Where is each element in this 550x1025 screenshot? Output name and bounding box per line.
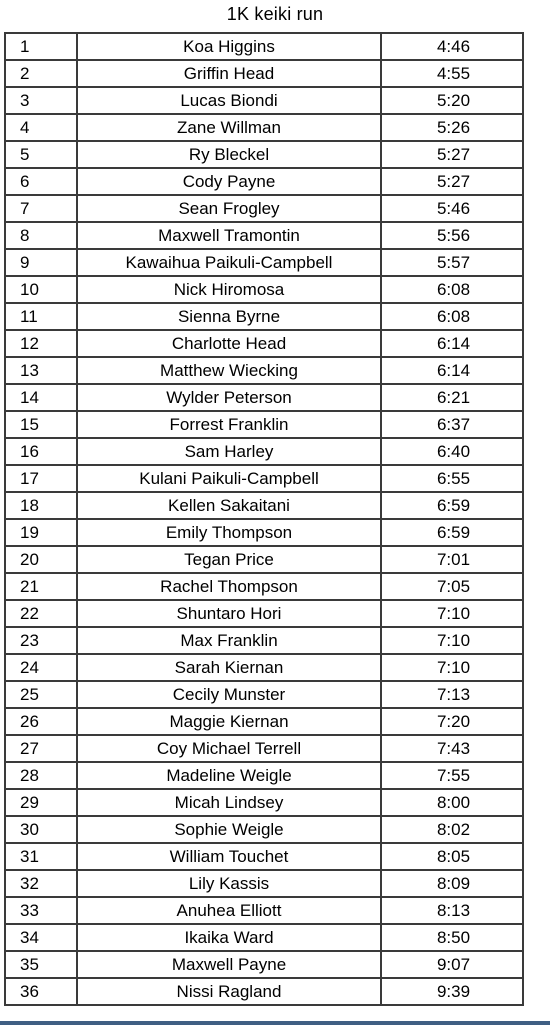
- finish-time-cell: 5:27: [381, 168, 523, 195]
- runner-name-cell: Maxwell Tramontin: [77, 222, 381, 249]
- table-row: [5, 195, 523, 222]
- runner-name-cell: Zane Willman: [77, 114, 381, 141]
- place-cell: 14: [5, 384, 77, 411]
- place-cell: 22: [5, 600, 77, 627]
- results-table-body: [5, 33, 523, 1005]
- finish-time-cell: 5:46: [381, 195, 523, 222]
- runner-name-cell: Kulani Paikuli-Campbell: [77, 465, 381, 492]
- place-cell: 28: [5, 762, 77, 789]
- finish-time-cell: 4:55: [381, 60, 523, 87]
- runner-name-cell: Anuhea Elliott: [77, 897, 381, 924]
- runner-name-cell: Kellen Sakaitani: [77, 492, 381, 519]
- table-row: [5, 492, 523, 519]
- runner-name-cell: Koa Higgins: [77, 33, 381, 60]
- runner-name-cell: Matthew Wiecking: [77, 357, 381, 384]
- table-row: [5, 681, 523, 708]
- place-cell: 12: [5, 330, 77, 357]
- table-row: [5, 438, 523, 465]
- finish-time-cell: 6:59: [381, 492, 523, 519]
- table-row: [5, 951, 523, 978]
- place-cell: 30: [5, 816, 77, 843]
- finish-time-cell: 6:08: [381, 276, 523, 303]
- runner-name-cell: William Touchet: [77, 843, 381, 870]
- runner-name-cell: Tegan Price: [77, 546, 381, 573]
- place-cell: 8: [5, 222, 77, 249]
- place-cell: 31: [5, 843, 77, 870]
- place-cell: 21: [5, 573, 77, 600]
- place-cell: 26: [5, 708, 77, 735]
- finish-time-cell: 9:39: [381, 978, 523, 1005]
- runner-name-cell: Lucas Biondi: [77, 87, 381, 114]
- table-row: [5, 465, 523, 492]
- table-row: [5, 168, 523, 195]
- table-row: [5, 762, 523, 789]
- place-cell: 2: [5, 60, 77, 87]
- runner-name-cell: Coy Michael Terrell: [77, 735, 381, 762]
- finish-time-cell: 7:10: [381, 654, 523, 681]
- finish-time-cell: 7:20: [381, 708, 523, 735]
- runner-name-cell: Sean Frogley: [77, 195, 381, 222]
- finish-time-cell: 5:57: [381, 249, 523, 276]
- runner-name-cell: Ikaika Ward: [77, 924, 381, 951]
- finish-time-cell: 8:05: [381, 843, 523, 870]
- place-cell: 29: [5, 789, 77, 816]
- runner-name-cell: Max Franklin: [77, 627, 381, 654]
- place-cell: 9: [5, 249, 77, 276]
- table-row: [5, 897, 523, 924]
- runner-name-cell: Nissi Ragland: [77, 978, 381, 1005]
- runner-name-cell: Emily Thompson: [77, 519, 381, 546]
- place-cell: 6: [5, 168, 77, 195]
- runner-name-cell: Shuntaro Hori: [77, 600, 381, 627]
- place-cell: 13: [5, 357, 77, 384]
- finish-time-cell: 7:43: [381, 735, 523, 762]
- finish-time-cell: 7:05: [381, 573, 523, 600]
- window-bottom-border: [0, 1021, 550, 1025]
- table-row: [5, 924, 523, 951]
- table-row: [5, 276, 523, 303]
- finish-time-cell: 8:02: [381, 816, 523, 843]
- finish-time-cell: 8:13: [381, 897, 523, 924]
- place-cell: 23: [5, 627, 77, 654]
- finish-time-cell: 6:21: [381, 384, 523, 411]
- place-cell: 4: [5, 114, 77, 141]
- table-row: [5, 222, 523, 249]
- table-row: [5, 789, 523, 816]
- table-row: [5, 357, 523, 384]
- runner-name-cell: Wylder Peterson: [77, 384, 381, 411]
- finish-time-cell: 4:46: [381, 33, 523, 60]
- place-cell: 15: [5, 411, 77, 438]
- place-cell: 25: [5, 681, 77, 708]
- table-row: [5, 141, 523, 168]
- finish-time-cell: 8:09: [381, 870, 523, 897]
- runner-name-cell: Ry Bleckel: [77, 141, 381, 168]
- place-cell: 35: [5, 951, 77, 978]
- finish-time-cell: 6:59: [381, 519, 523, 546]
- place-cell: 17: [5, 465, 77, 492]
- table-row: [5, 816, 523, 843]
- runner-name-cell: Griffin Head: [77, 60, 381, 87]
- finish-time-cell: 5:56: [381, 222, 523, 249]
- place-cell: 16: [5, 438, 77, 465]
- place-cell: 24: [5, 654, 77, 681]
- table-row: [5, 249, 523, 276]
- table-row: [5, 384, 523, 411]
- table-row: [5, 708, 523, 735]
- table-row: [5, 411, 523, 438]
- finish-time-cell: 5:27: [381, 141, 523, 168]
- place-cell: 36: [5, 978, 77, 1005]
- table-row: [5, 303, 523, 330]
- runner-name-cell: Sarah Kiernan: [77, 654, 381, 681]
- table-row: [5, 627, 523, 654]
- place-cell: 11: [5, 303, 77, 330]
- runner-name-cell: Nick Hiromosa: [77, 276, 381, 303]
- finish-time-cell: 7:13: [381, 681, 523, 708]
- results-table: [4, 32, 524, 1006]
- place-cell: 1: [5, 33, 77, 60]
- runner-name-cell: Kawaihua Paikuli-Campbell: [77, 249, 381, 276]
- table-row: [5, 735, 523, 762]
- place-cell: 33: [5, 897, 77, 924]
- runner-name-cell: Forrest Franklin: [77, 411, 381, 438]
- place-cell: 34: [5, 924, 77, 951]
- runner-name-cell: Sam Harley: [77, 438, 381, 465]
- place-cell: 19: [5, 519, 77, 546]
- runner-name-cell: Cecily Munster: [77, 681, 381, 708]
- finish-time-cell: 7:55: [381, 762, 523, 789]
- runner-name-cell: Madeline Weigle: [77, 762, 381, 789]
- runner-name-cell: Maggie Kiernan: [77, 708, 381, 735]
- finish-time-cell: 8:50: [381, 924, 523, 951]
- runner-name-cell: Sienna Byrne: [77, 303, 381, 330]
- finish-time-cell: 6:40: [381, 438, 523, 465]
- runner-name-cell: Maxwell Payne: [77, 951, 381, 978]
- runner-name-cell: Charlotte Head: [77, 330, 381, 357]
- finish-time-cell: 6:37: [381, 411, 523, 438]
- place-cell: 5: [5, 141, 77, 168]
- page-title: 1K keiki run: [226, 4, 324, 24]
- place-cell: 3: [5, 87, 77, 114]
- runner-name-cell: Micah Lindsey: [77, 789, 381, 816]
- place-cell: 32: [5, 870, 77, 897]
- table-row: [5, 573, 523, 600]
- table-row: [5, 60, 523, 87]
- finish-time-cell: 6:08: [381, 303, 523, 330]
- place-cell: 20: [5, 546, 77, 573]
- table-row: [5, 33, 523, 60]
- table-row: [5, 546, 523, 573]
- table-row: [5, 870, 523, 897]
- table-row: [5, 114, 523, 141]
- finish-time-cell: 5:26: [381, 114, 523, 141]
- finish-time-cell: 6:14: [381, 330, 523, 357]
- finish-time-cell: 8:00: [381, 789, 523, 816]
- finish-time-cell: 5:20: [381, 87, 523, 114]
- table-row: [5, 978, 523, 1005]
- finish-time-cell: 6:55: [381, 465, 523, 492]
- runner-name-cell: Rachel Thompson: [77, 573, 381, 600]
- table-row: [5, 87, 523, 114]
- table-row: [5, 519, 523, 546]
- table-row: [5, 330, 523, 357]
- finish-time-cell: 7:01: [381, 546, 523, 573]
- table-row: [5, 843, 523, 870]
- runner-name-cell: Cody Payne: [77, 168, 381, 195]
- table-row: [5, 654, 523, 681]
- finish-time-cell: 6:14: [381, 357, 523, 384]
- place-cell: 27: [5, 735, 77, 762]
- finish-time-cell: 7:10: [381, 600, 523, 627]
- finish-time-cell: 7:10: [381, 627, 523, 654]
- place-cell: 10: [5, 276, 77, 303]
- place-cell: 7: [5, 195, 77, 222]
- finish-time-cell: 9:07: [381, 951, 523, 978]
- runner-name-cell: Sophie Weigle: [77, 816, 381, 843]
- table-row: [5, 600, 523, 627]
- runner-name-cell: Lily Kassis: [77, 870, 381, 897]
- place-cell: 18: [5, 492, 77, 519]
